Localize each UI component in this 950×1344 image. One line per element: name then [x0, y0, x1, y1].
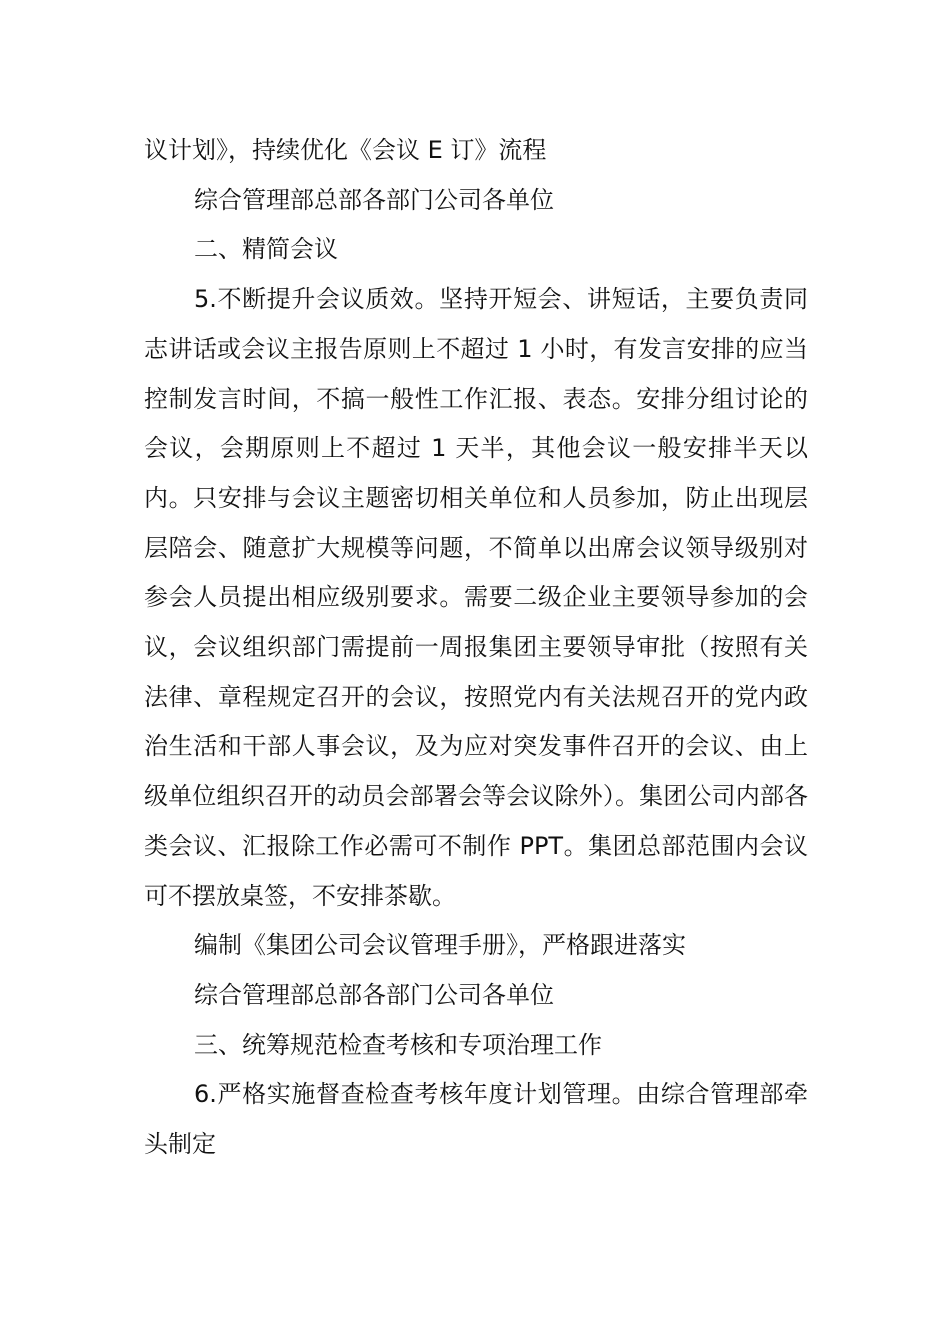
paragraph-item-6: 6.严格实施督查检查考核年度计划管理。由综合管理部牵头制定: [144, 1080, 808, 1159]
paragraph-plan-continuation: 议计划》，持续优化《会议 E 订》流程: [144, 136, 547, 164]
paragraph-responsible-units-2: 综合管理部总部各部门公司各单位: [194, 980, 554, 1009]
paragraph-responsible-units-1: 综合管理部总部各部门公司各单位: [194, 185, 554, 214]
paragraph-manual-compilation: 编制《集团公司会议管理手册》，严格跟进落实: [194, 931, 686, 960]
section-heading-inspection: 三、统筹规范检查考核和专项治理工作: [194, 1030, 602, 1059]
document-body: [144, 126, 808, 1170]
section-heading-streamline-meetings: 二、精简会议: [194, 235, 338, 264]
paragraph-item-5: 5.不断提升会议质效。坚持开短会、讲短话，主要负责同志讲话或会议主报告原则上不超过 1 小时，有发言安排的应当控制发言时间，不搞一般性工作汇报、表态。安排分组讨论的会议，会期原则上不超过 1 天半，其他会议一般安排半天以内。只安排与会议主题密切相关单位和人员参加，防止出现层层陪会、随意扩大规模等问题，不简单以出席会议领导级别对参会人员提出相应级别要求。需要二级企业主要领导参加的会议，会议组织部门需提前一周报集团主要领导审批（按照有关法律、章程规定召开的会议，按照党内有关法规召开的党内政治生活和干部人事会议，及为应对突发事件召开的会议、由上级单位组织召开的动员会部署会等会议除外）。集团公司内部各类会议、汇报除工作必需可不制作 PPT。集团总部范围内会议可不摆放桌签，不安排茶歇。: [144, 285, 808, 910]
